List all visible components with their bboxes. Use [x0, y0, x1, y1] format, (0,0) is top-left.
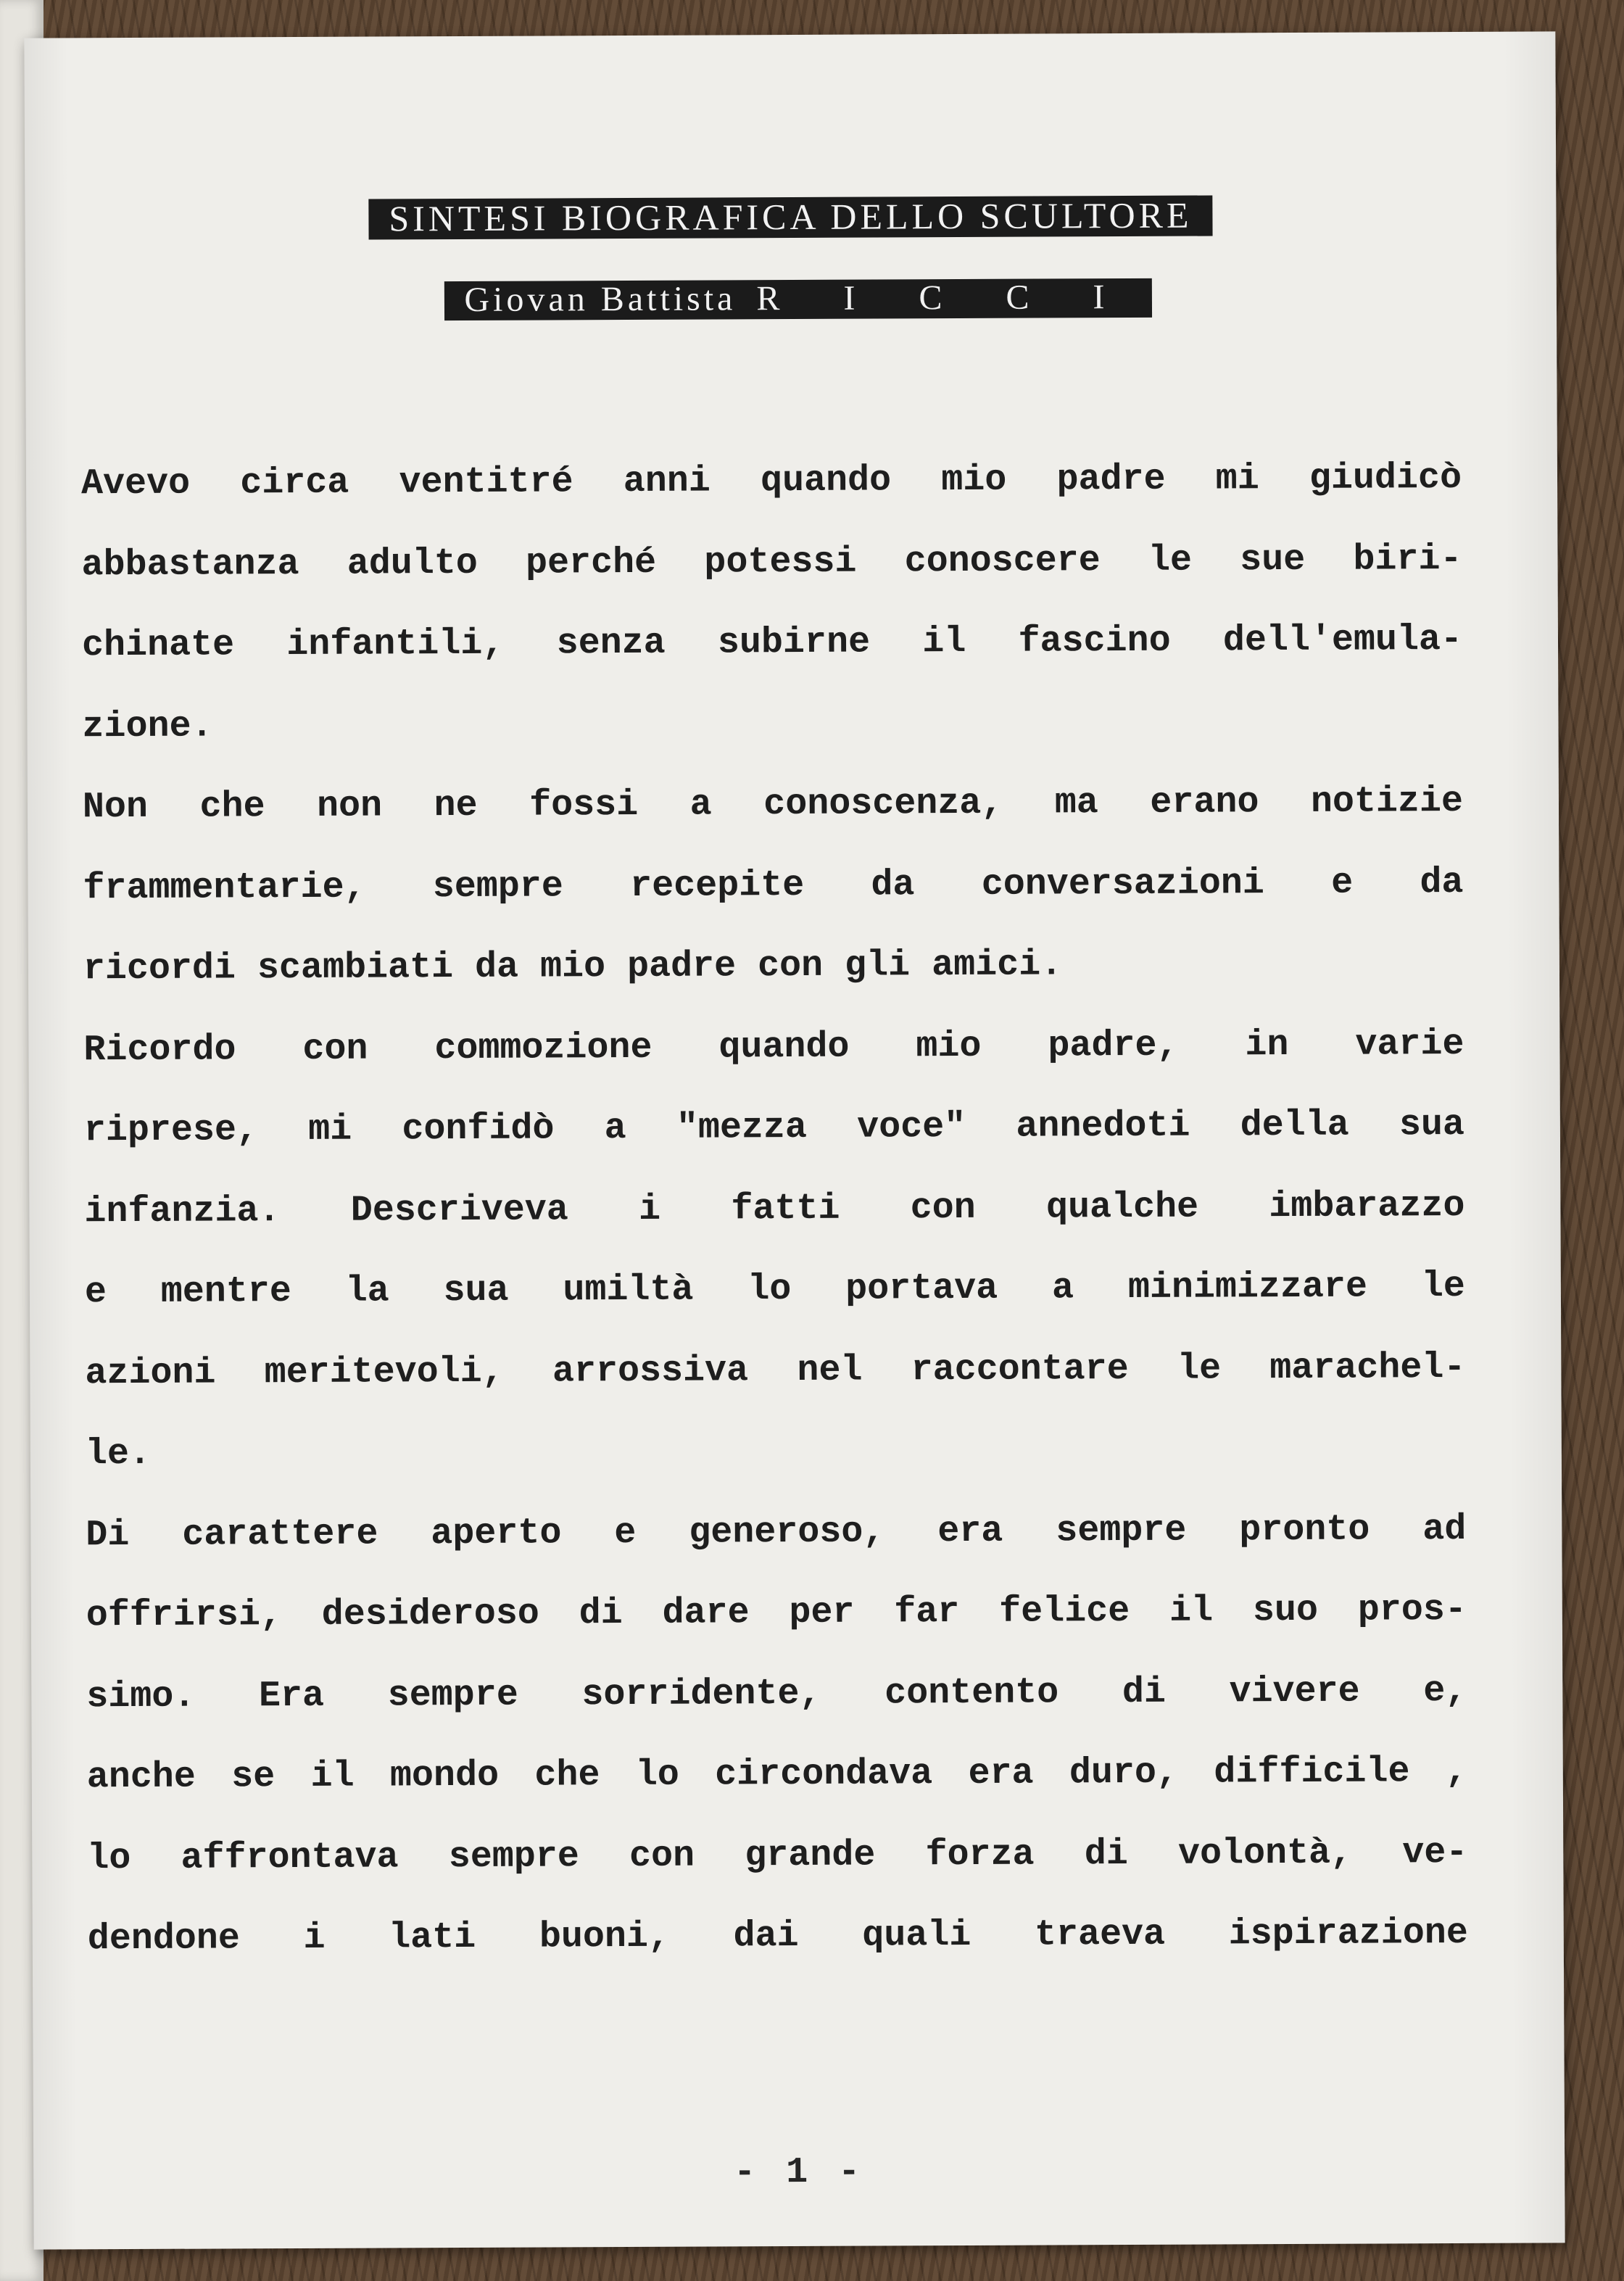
- text-line: Di carattere aperto e generoso, era sempre pronto ad: [86, 1508, 1467, 1556]
- title-block: [25, 194, 1556, 241]
- sculptor-surname: R I C C I: [756, 277, 1132, 318]
- paragraph-1: [81, 438, 1463, 767]
- text-line: lo affrontava sempre con grande forza di volontà, ve-: [87, 1831, 1468, 1879]
- paragraph-2: [83, 761, 1464, 1010]
- sculptor-first-names: Giovan Battista: [464, 279, 737, 319]
- text-line: offrirsi, desideroso di dare per far felice il suo pros-: [86, 1589, 1467, 1637]
- text-line: frammentarie, sempre recepite da conversazioni e da: [83, 861, 1464, 909]
- page-number: - 1 -: [734, 2151, 865, 2194]
- text-line: azioni meritevoli, arrossiva nel raccontare le marachel-: [85, 1346, 1466, 1394]
- text-line: anche se il mondo che lo circondava era duro, difficile ,: [86, 1750, 1467, 1799]
- text-line: infanzia. Descriveva i fatti con qualche imbarazzo: [84, 1185, 1465, 1233]
- sculptor-name-bar: [444, 278, 1152, 320]
- text-line: riprese, mi confidò a "mezza voce" annedoti della sua: [83, 1104, 1465, 1152]
- text-line: Avevo circa ventitré anni quando mio padre mi giudicò: [80, 457, 1462, 505]
- text-line: Non che non ne fossi a conoscenza, ma erano notizie: [82, 780, 1464, 829]
- text-line: ricordi scambiati da mio padre con gli amici.: [83, 944, 1063, 990]
- text-line: chinate infantili, senza subirne il fascino dell'emula-: [81, 618, 1463, 667]
- text-line: e mentre la sua umiltà lo portava a minimizzare le: [84, 1265, 1466, 1314]
- text-line: dendone i lati buoni, dai quali traeva ispirazione: [87, 1912, 1468, 1961]
- text-line: Ricordo con commozione quando mio padre, in varie: [83, 1023, 1464, 1071]
- text-line: abbastanza adulto perché potessi conoscere le sue biri-: [81, 538, 1462, 586]
- paragraph-4: [86, 1489, 1468, 1979]
- text-line: simo. Era sempre sorridente, contento di vivere e,: [86, 1670, 1467, 1718]
- biography-body: [81, 438, 1468, 1980]
- subtitle-block: [25, 276, 1557, 322]
- text-line: le.: [85, 1433, 152, 1475]
- paragraph-3: [83, 1003, 1466, 1494]
- document-page: [24, 31, 1565, 2249]
- page-title: SINTESI BIOGRAFICA DELLO SCULTORE: [368, 195, 1212, 239]
- text-line: zione.: [82, 705, 213, 748]
